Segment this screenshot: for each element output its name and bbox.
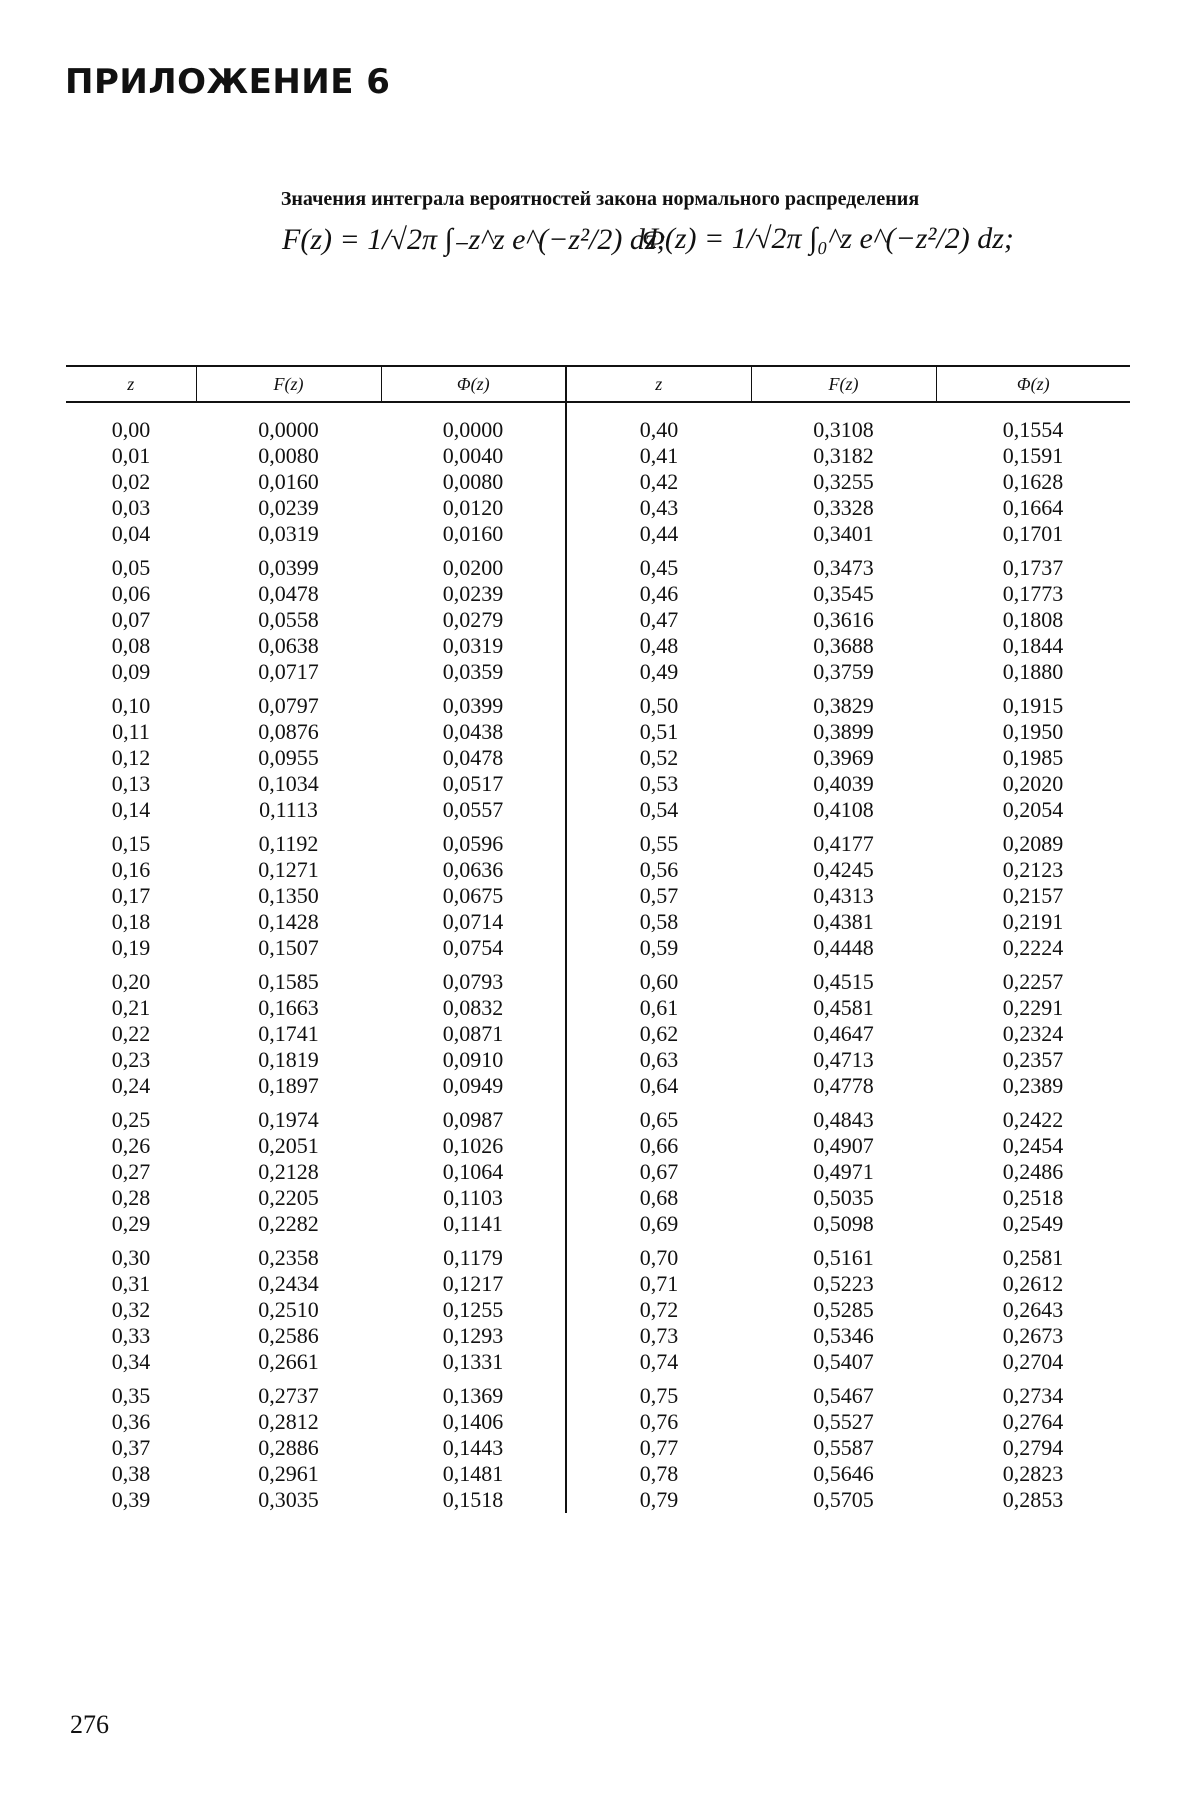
cell-z: 0,56 xyxy=(566,857,751,883)
table-row xyxy=(66,745,1130,771)
cell-F: 0,2282 xyxy=(258,1211,319,1236)
cell-z: 0,53 xyxy=(566,771,751,797)
cell-F: 0,4245 xyxy=(813,857,874,882)
cell-F: 0,4581 xyxy=(813,995,874,1020)
cell-z: 0,41 xyxy=(566,443,751,469)
cell-Phi: 0,1591 xyxy=(1002,443,1064,468)
cell-Phi: 0,2389 xyxy=(1002,1073,1064,1098)
cell-z: 0,79 xyxy=(566,1487,751,1513)
cell-z: 0,16 xyxy=(111,857,151,882)
table-row xyxy=(66,1409,1130,1435)
table-row xyxy=(66,1375,1130,1409)
table-row xyxy=(66,1297,1130,1323)
cell-F: 0,0319 xyxy=(258,521,319,546)
cell-z: 0,12 xyxy=(111,745,151,770)
cell-Phi: 0,0438 xyxy=(442,719,504,744)
cell-Phi: 0,2549 xyxy=(1002,1211,1064,1236)
cell-z: 0,71 xyxy=(566,1271,751,1297)
cell-z: 0,62 xyxy=(566,1021,751,1047)
cell-F: 0,3616 xyxy=(813,607,874,632)
cell-Phi: 0,0120 xyxy=(442,495,504,520)
cell-Phi: 0,1331 xyxy=(442,1349,504,1374)
cell-z: 0,29 xyxy=(111,1211,151,1236)
table-row xyxy=(66,1461,1130,1487)
cell-Phi: 0,1518 xyxy=(442,1487,504,1512)
cell-z: 0,77 xyxy=(566,1435,751,1461)
table-row xyxy=(66,521,1130,547)
cell-z: 0,36 xyxy=(111,1409,151,1434)
cell-z: 0,72 xyxy=(566,1297,751,1323)
header-Phi: Φ(z) xyxy=(381,366,566,402)
cell-Phi: 0,1915 xyxy=(1002,693,1064,718)
table-row xyxy=(66,443,1130,469)
cell-Phi: 0,0793 xyxy=(442,969,504,994)
cell-Phi: 0,2291 xyxy=(1002,995,1064,1020)
cell-z: 0,00 xyxy=(111,417,151,442)
cell-Phi: 0,0160 xyxy=(442,521,504,546)
cell-F: 0,5467 xyxy=(813,1383,874,1408)
table-row xyxy=(66,495,1130,521)
table-row xyxy=(66,1133,1130,1159)
cell-Phi: 0,1406 xyxy=(442,1409,504,1434)
cell-F: 0,4108 xyxy=(813,797,874,822)
header-z: z xyxy=(566,366,751,402)
cell-z: 0,13 xyxy=(111,771,151,796)
cell-F: 0,0558 xyxy=(258,607,319,632)
cell-z: 0,25 xyxy=(111,1107,151,1132)
cell-F: 0,5285 xyxy=(813,1297,874,1322)
cell-z: 0,61 xyxy=(566,995,751,1021)
cell-z: 0,54 xyxy=(566,797,751,823)
cell-F: 0,1192 xyxy=(258,831,319,856)
cell-z: 0,66 xyxy=(566,1133,751,1159)
cell-Phi: 0,1773 xyxy=(1002,581,1064,606)
cell-Phi: 0,0714 xyxy=(442,909,504,934)
cell-Phi: 0,2123 xyxy=(1002,857,1064,882)
cell-z: 0,74 xyxy=(566,1349,751,1375)
cell-F: 0,3969 xyxy=(813,745,874,770)
cell-F: 0,1271 xyxy=(258,857,319,882)
cell-z: 0,38 xyxy=(111,1461,151,1486)
cell-Phi: 0,0239 xyxy=(442,581,504,606)
cell-Phi: 0,0000 xyxy=(442,417,504,442)
cell-z: 0,39 xyxy=(111,1487,151,1512)
cell-Phi: 0,2157 xyxy=(1002,883,1064,908)
cell-F: 0,3899 xyxy=(813,719,874,744)
table-row xyxy=(66,823,1130,857)
cell-F: 0,3035 xyxy=(258,1487,319,1512)
cell-F: 0,3688 xyxy=(813,633,874,658)
cell-F: 0,4039 xyxy=(813,771,874,796)
cell-z: 0,44 xyxy=(566,521,751,547)
table-row xyxy=(66,1271,1130,1297)
cell-F: 0,3545 xyxy=(813,581,874,606)
cell-z: 0,64 xyxy=(566,1073,751,1099)
cell-F: 0,4843 xyxy=(813,1107,874,1132)
cell-z: 0,65 xyxy=(566,1099,751,1133)
cell-Phi: 0,0754 xyxy=(442,935,504,960)
cell-Phi: 0,1293 xyxy=(442,1323,504,1348)
cell-F: 0,1897 xyxy=(258,1073,319,1098)
cell-F: 0,4907 xyxy=(813,1133,874,1158)
cell-z: 0,73 xyxy=(566,1323,751,1349)
cell-z: 0,11 xyxy=(112,719,150,744)
cell-F: 0,1428 xyxy=(258,909,319,934)
cell-Phi: 0,2422 xyxy=(1002,1107,1064,1132)
cell-Phi: 0,2486 xyxy=(1002,1159,1064,1184)
cell-Phi: 0,1481 xyxy=(442,1461,504,1486)
cell-F: 0,2510 xyxy=(258,1297,319,1322)
cell-F: 0,0955 xyxy=(258,745,319,770)
header-F: F(z) xyxy=(196,366,381,402)
table-row xyxy=(66,961,1130,995)
cell-Phi: 0,1141 xyxy=(443,1211,503,1236)
cell-F: 0,2886 xyxy=(258,1435,319,1460)
cell-Phi: 0,1179 xyxy=(443,1245,503,1270)
cell-F: 0,2961 xyxy=(258,1461,319,1486)
cell-z: 0,09 xyxy=(111,659,151,684)
cell-F: 0,5587 xyxy=(813,1435,874,1460)
table-row xyxy=(66,1159,1130,1185)
table-row xyxy=(66,1185,1130,1211)
cell-z: 0,47 xyxy=(566,607,751,633)
cell-z: 0,17 xyxy=(111,883,151,908)
cell-z: 0,02 xyxy=(111,469,151,494)
cell-z: 0,24 xyxy=(111,1073,151,1098)
cell-z: 0,43 xyxy=(566,495,751,521)
cell-Phi: 0,0080 xyxy=(442,469,504,494)
cell-z: 0,05 xyxy=(111,555,151,580)
cell-F: 0,3255 xyxy=(813,469,874,494)
cell-F: 0,0000 xyxy=(258,417,319,442)
header-z: z xyxy=(66,366,196,402)
cell-F: 0,0399 xyxy=(258,555,319,580)
cell-z: 0,46 xyxy=(566,581,751,607)
cell-z: 0,22 xyxy=(111,1021,151,1046)
header-F: F(z) xyxy=(751,366,936,402)
cell-Phi: 0,1064 xyxy=(442,1159,504,1184)
table-row xyxy=(66,857,1130,883)
cell-z: 0,69 xyxy=(566,1211,751,1237)
cell-Phi: 0,2643 xyxy=(1002,1297,1064,1322)
cell-z: 0,70 xyxy=(566,1237,751,1271)
cell-F: 0,3829 xyxy=(813,693,874,718)
cell-F: 0,0717 xyxy=(258,659,319,684)
cell-F: 0,2434 xyxy=(258,1271,319,1296)
cell-Phi: 0,0517 xyxy=(442,771,504,796)
table-header-row xyxy=(66,366,1130,402)
table-row xyxy=(66,547,1130,581)
cell-z: 0,63 xyxy=(566,1047,751,1073)
table-row xyxy=(66,935,1130,961)
cell-z: 0,01 xyxy=(111,443,151,468)
table-row xyxy=(66,797,1130,823)
cell-Phi: 0,2764 xyxy=(1002,1409,1064,1434)
cell-Phi: 0,2853 xyxy=(1002,1487,1064,1512)
cell-F: 0,2205 xyxy=(258,1185,319,1210)
cell-F: 0,2358 xyxy=(258,1245,319,1270)
cell-Phi: 0,1103 xyxy=(443,1185,503,1210)
cell-Phi: 0,0832 xyxy=(442,995,504,1020)
header-Phi: Φ(z) xyxy=(936,366,1130,402)
cell-Phi: 0,2673 xyxy=(1002,1323,1064,1348)
cell-z: 0,34 xyxy=(111,1349,151,1374)
cell-z: 0,50 xyxy=(566,685,751,719)
cell-F: 0,3108 xyxy=(813,417,874,442)
cell-F: 0,1113 xyxy=(259,797,318,822)
cell-F: 0,4515 xyxy=(813,969,874,994)
cell-F: 0,3182 xyxy=(813,443,874,468)
cell-F: 0,5035 xyxy=(813,1185,874,1210)
table-row xyxy=(66,633,1130,659)
table-row xyxy=(66,581,1130,607)
cell-F: 0,2128 xyxy=(258,1159,319,1184)
cell-F: 0,4778 xyxy=(813,1073,874,1098)
cell-Phi: 0,0557 xyxy=(442,797,504,822)
cell-F: 0,5098 xyxy=(813,1211,874,1236)
cell-Phi: 0,0871 xyxy=(442,1021,504,1046)
cell-Phi: 0,0279 xyxy=(442,607,504,632)
table-row xyxy=(66,1487,1130,1513)
cell-Phi: 0,0910 xyxy=(442,1047,504,1072)
cell-Phi: 0,1808 xyxy=(1002,607,1064,632)
cell-Phi: 0,1701 xyxy=(1002,521,1064,546)
cell-F: 0,2812 xyxy=(258,1409,319,1434)
cell-Phi: 0,0359 xyxy=(442,659,504,684)
cell-F: 0,3473 xyxy=(813,555,874,580)
cell-z: 0,19 xyxy=(111,935,151,960)
cell-Phi: 0,0987 xyxy=(442,1107,504,1132)
cell-F: 0,0160 xyxy=(258,469,319,494)
cell-z: 0,15 xyxy=(111,831,151,856)
cell-z: 0,08 xyxy=(111,633,151,658)
cell-F: 0,5346 xyxy=(813,1323,874,1348)
table-row xyxy=(66,1047,1130,1073)
cell-z: 0,14 xyxy=(111,797,151,822)
cell-F: 0,5705 xyxy=(813,1487,874,1512)
cell-Phi: 0,2357 xyxy=(1002,1047,1064,1072)
table-row xyxy=(66,1237,1130,1271)
cell-Phi: 0,0596 xyxy=(442,831,504,856)
cell-Phi: 0,2734 xyxy=(1002,1383,1064,1408)
cell-Phi: 0,1628 xyxy=(1002,469,1064,494)
cell-z: 0,26 xyxy=(111,1133,151,1158)
cell-Phi: 0,2054 xyxy=(1002,797,1064,822)
cell-Phi: 0,1880 xyxy=(1002,659,1064,684)
cell-F: 0,3401 xyxy=(813,521,874,546)
cell-Phi: 0,2612 xyxy=(1002,1271,1064,1296)
table-row xyxy=(66,607,1130,633)
table-row xyxy=(66,685,1130,719)
cell-z: 0,67 xyxy=(566,1159,751,1185)
cell-z: 0,60 xyxy=(566,961,751,995)
cell-Phi: 0,0200 xyxy=(442,555,504,580)
cell-F: 0,1663 xyxy=(258,995,319,1020)
cell-z: 0,06 xyxy=(111,581,151,606)
cell-z: 0,45 xyxy=(566,547,751,581)
cell-z: 0,33 xyxy=(111,1323,151,1348)
table-row xyxy=(66,402,1130,443)
cell-Phi: 0,1369 xyxy=(442,1383,504,1408)
cell-Phi: 0,1950 xyxy=(1002,719,1064,744)
cell-F: 0,1507 xyxy=(258,935,319,960)
cell-Phi: 0,1443 xyxy=(442,1435,504,1460)
cell-F: 0,5161 xyxy=(813,1245,874,1270)
cell-z: 0,10 xyxy=(111,693,151,718)
cell-F: 0,2586 xyxy=(258,1323,319,1348)
cell-Phi: 0,2794 xyxy=(1002,1435,1064,1460)
cell-Phi: 0,1844 xyxy=(1002,633,1064,658)
cell-Phi: 0,0636 xyxy=(442,857,504,882)
cell-F: 0,1741 xyxy=(258,1021,319,1046)
cell-z: 0,76 xyxy=(566,1409,751,1435)
cell-F: 0,3759 xyxy=(813,659,874,684)
cell-Phi: 0,0478 xyxy=(442,745,504,770)
cell-F: 0,2051 xyxy=(258,1133,319,1158)
cell-F: 0,1974 xyxy=(258,1107,319,1132)
cell-z: 0,21 xyxy=(111,995,151,1020)
cell-F: 0,4647 xyxy=(813,1021,874,1046)
cell-z: 0,04 xyxy=(111,521,151,546)
cell-z: 0,49 xyxy=(566,659,751,685)
cell-F: 0,4971 xyxy=(813,1159,874,1184)
cell-F: 0,4381 xyxy=(813,909,874,934)
cell-Phi: 0,2518 xyxy=(1002,1185,1064,1210)
probability-table xyxy=(66,365,1130,1513)
cell-Phi: 0,1255 xyxy=(442,1297,504,1322)
cell-F: 0,2737 xyxy=(258,1383,319,1408)
cell-Phi: 0,2257 xyxy=(1002,969,1064,994)
cell-Phi: 0,2823 xyxy=(1002,1461,1064,1486)
cell-F: 0,1585 xyxy=(258,969,319,994)
cell-z: 0,28 xyxy=(111,1185,151,1210)
table-row xyxy=(66,1435,1130,1461)
cell-Phi: 0,0399 xyxy=(442,693,504,718)
cell-z: 0,07 xyxy=(111,607,151,632)
cell-z: 0,32 xyxy=(111,1297,151,1322)
cell-F: 0,4177 xyxy=(813,831,874,856)
cell-F: 0,2661 xyxy=(258,1349,319,1374)
cell-F: 0,1034 xyxy=(258,771,319,796)
cell-Phi: 0,2089 xyxy=(1002,831,1064,856)
cell-z: 0,27 xyxy=(111,1159,151,1184)
table-row xyxy=(66,909,1130,935)
table-row xyxy=(66,1323,1130,1349)
cell-Phi: 0,2704 xyxy=(1002,1349,1064,1374)
cell-z: 0,37 xyxy=(111,1435,151,1460)
cell-z: 0,42 xyxy=(566,469,751,495)
cell-F: 0,4713 xyxy=(813,1047,874,1072)
table-row xyxy=(66,659,1130,685)
cell-z: 0,23 xyxy=(111,1047,151,1072)
cell-z: 0,68 xyxy=(566,1185,751,1211)
formula-Phi: Φ(z) = 1/√2π ∫₀^z e^(−z²/2) dz; xyxy=(642,222,1014,255)
cell-F: 0,4448 xyxy=(813,935,874,960)
cell-F: 0,0797 xyxy=(258,693,319,718)
cell-z: 0,75 xyxy=(566,1375,751,1409)
table-row xyxy=(66,995,1130,1021)
table-row xyxy=(66,1021,1130,1047)
cell-Phi: 0,2581 xyxy=(1002,1245,1064,1270)
cell-Phi: 0,2454 xyxy=(1002,1133,1064,1158)
table-row xyxy=(66,771,1130,797)
cell-z: 0,18 xyxy=(111,909,151,934)
cell-Phi: 0,2020 xyxy=(1002,771,1064,796)
cell-F: 0,1819 xyxy=(258,1047,319,1072)
cell-Phi: 0,1026 xyxy=(442,1133,504,1158)
cell-z: 0,57 xyxy=(566,883,751,909)
cell-Phi: 0,0675 xyxy=(442,883,504,908)
cell-Phi: 0,0319 xyxy=(442,633,504,658)
table-row xyxy=(66,1349,1130,1375)
cell-z: 0,30 xyxy=(111,1245,151,1270)
page-number: 276 xyxy=(70,1710,109,1739)
cell-Phi: 0,0949 xyxy=(442,1073,504,1098)
cell-F: 0,5646 xyxy=(813,1461,874,1486)
cell-z: 0,78 xyxy=(566,1461,751,1487)
cell-Phi: 0,1217 xyxy=(442,1271,504,1296)
cell-z: 0,52 xyxy=(566,745,751,771)
formula-F: F(z) = 1/√2π ∫₋z^z e^(−z²/2) dz; xyxy=(282,223,667,256)
table-row xyxy=(66,1099,1130,1133)
table-body xyxy=(66,402,1130,1513)
table-row xyxy=(66,1211,1130,1237)
table-row xyxy=(66,1073,1130,1099)
cell-z: 0,31 xyxy=(111,1271,151,1296)
cell-Phi: 0,1664 xyxy=(1002,495,1064,520)
cell-Phi: 0,2191 xyxy=(1002,909,1064,934)
cell-Phi: 0,2324 xyxy=(1002,1021,1064,1046)
table-caption: Значения интеграла вероятностей закона нормального распределения xyxy=(280,188,920,210)
cell-Phi: 0,0040 xyxy=(442,443,504,468)
cell-F: 0,0876 xyxy=(258,719,319,744)
cell-z: 0,35 xyxy=(111,1383,151,1408)
cell-F: 0,0080 xyxy=(258,443,319,468)
cell-z: 0,55 xyxy=(566,823,751,857)
cell-z: 0,58 xyxy=(566,909,751,935)
cell-F: 0,1350 xyxy=(258,883,319,908)
cell-Phi: 0,1737 xyxy=(1002,555,1064,580)
cell-Phi: 0,2224 xyxy=(1002,935,1064,960)
cell-z: 0,51 xyxy=(566,719,751,745)
cell-F: 0,0638 xyxy=(258,633,319,658)
cell-F: 0,3328 xyxy=(813,495,874,520)
table-row xyxy=(66,883,1130,909)
cell-z: 0,20 xyxy=(111,969,151,994)
cell-Phi: 0,1985 xyxy=(1002,745,1064,770)
cell-F: 0,4313 xyxy=(813,883,874,908)
cell-F: 0,5223 xyxy=(813,1271,874,1296)
page-title: ПРИЛОЖЕНИЕ 6 xyxy=(65,62,391,102)
cell-Phi: 0,1554 xyxy=(1002,417,1064,442)
cell-z: 0,03 xyxy=(111,495,151,520)
cell-F: 0,0239 xyxy=(258,495,319,520)
cell-F: 0,0478 xyxy=(258,581,319,606)
table-row xyxy=(66,719,1130,745)
cell-z: 0,59 xyxy=(566,935,751,961)
cell-F: 0,5407 xyxy=(813,1349,874,1374)
cell-z: 0,48 xyxy=(566,633,751,659)
table-row xyxy=(66,469,1130,495)
cell-z: 0,40 xyxy=(566,402,751,443)
cell-F: 0,5527 xyxy=(813,1409,874,1434)
